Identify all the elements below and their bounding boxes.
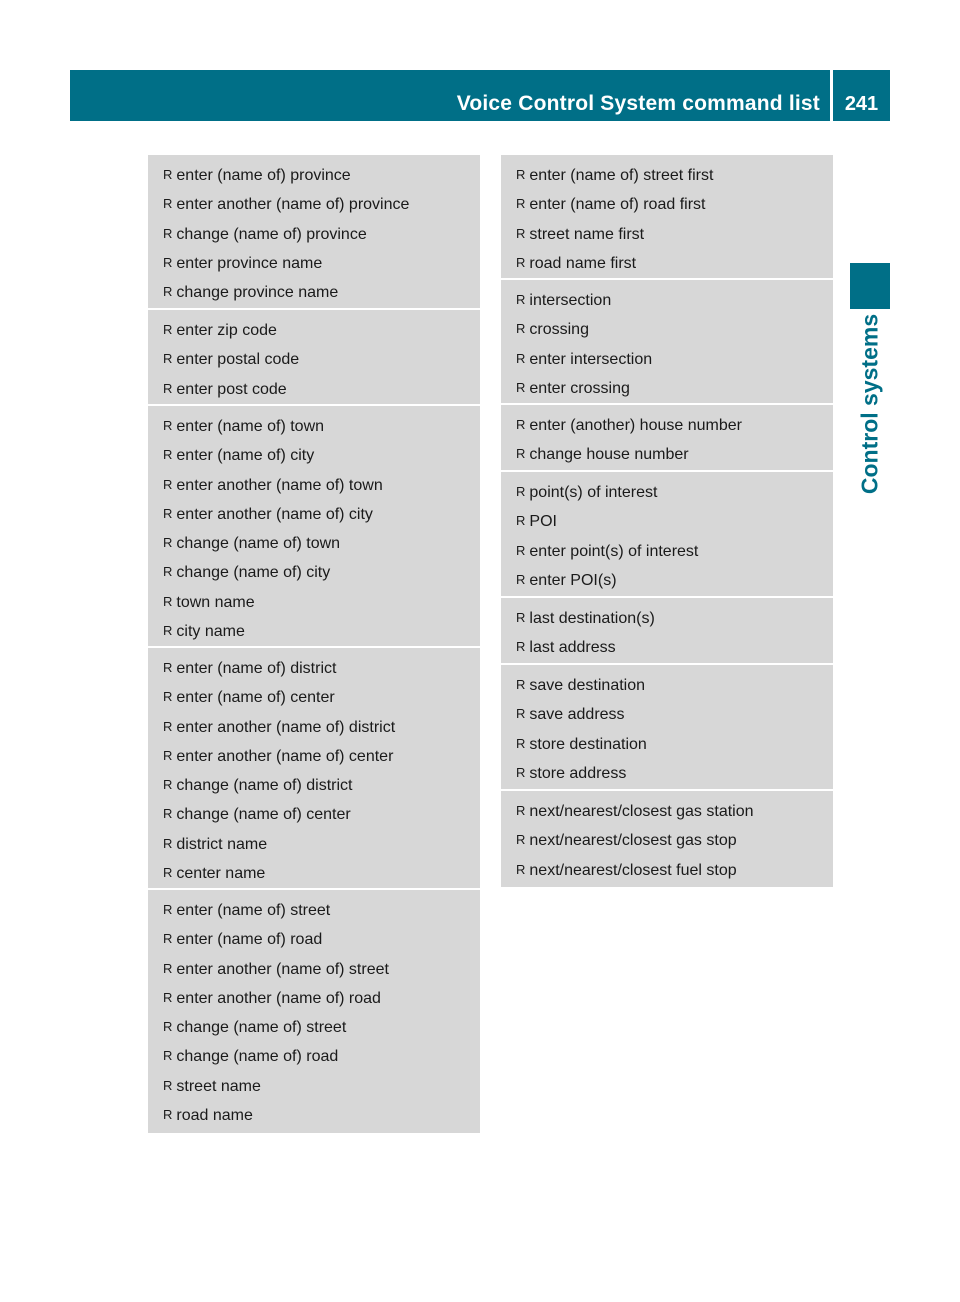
command-item: R store destination — [516, 730, 833, 759]
command-block-district — [148, 648, 480, 890]
command-item: R enter intersection — [516, 345, 833, 374]
command-item: R crossing — [516, 315, 833, 344]
command-item: R last destination(s) — [516, 604, 833, 633]
command-item: R POI — [516, 507, 833, 536]
command-item: R enter POI(s) — [516, 566, 833, 595]
command-item: R enter another (name of) city — [163, 500, 480, 529]
command-item: R change (name of) street — [163, 1013, 480, 1042]
command-block-last-destination — [501, 598, 833, 665]
command-item: R district name — [163, 830, 480, 859]
command-block-province — [148, 155, 480, 310]
command-block-street — [148, 890, 480, 1133]
command-item: R enter province name — [163, 249, 480, 278]
command-item: R enter (name of) road first — [516, 190, 833, 219]
command-item: R enter another (name of) district — [163, 713, 480, 742]
command-item: R change province name — [163, 278, 480, 307]
command-item: R change (name of) province — [163, 220, 480, 249]
command-item: R street name — [163, 1072, 480, 1101]
command-item: R town name — [163, 588, 480, 617]
command-item: R intersection — [516, 286, 833, 315]
section-tab-marker — [850, 263, 890, 309]
command-list-right — [501, 155, 833, 887]
command-block-intersection — [501, 280, 833, 405]
command-item: R enter another (name of) road — [163, 984, 480, 1013]
command-item: R enter (another) house number — [516, 411, 833, 440]
command-block-town — [148, 406, 480, 648]
command-item: R point(s) of interest — [516, 478, 833, 507]
command-item: R city name — [163, 617, 480, 646]
command-block-poi — [501, 472, 833, 598]
command-item: R change (name of) road — [163, 1042, 480, 1071]
command-item: R street name first — [516, 220, 833, 249]
command-block-save-destination — [501, 665, 833, 791]
command-item: R enter another (name of) town — [163, 471, 480, 500]
command-item: R enter (name of) province — [163, 161, 480, 190]
command-item: R enter (name of) street — [163, 896, 480, 925]
command-item: R change house number — [516, 440, 833, 469]
command-item: R change (name of) center — [163, 800, 480, 829]
command-block-gas-station — [501, 791, 833, 887]
section-tab-text: Control systems — [856, 313, 883, 495]
command-item: R change (name of) district — [163, 771, 480, 800]
command-item: R road name first — [516, 249, 833, 278]
page-title: Voice Control System command list — [456, 92, 820, 115]
command-item: R enter post code — [163, 375, 480, 404]
command-item: R save address — [516, 700, 833, 729]
command-item: R enter (name of) street first — [516, 161, 833, 190]
command-item: R enter (name of) district — [163, 654, 480, 683]
command-item: R enter zip code — [163, 316, 480, 345]
command-block-street-first — [501, 155, 833, 280]
command-item: R center name — [163, 859, 480, 888]
command-item: R enter (name of) town — [163, 412, 480, 441]
command-item: R enter (name of) road — [163, 925, 480, 954]
command-item: R save destination — [516, 671, 833, 700]
page-number: 241 — [844, 93, 879, 115]
command-item: R enter another (name of) province — [163, 190, 480, 219]
command-item: R enter postal code — [163, 345, 480, 374]
command-item: R next/nearest/closest gas stop — [516, 826, 833, 855]
command-item: R change (name of) town — [163, 529, 480, 558]
command-list-left — [148, 155, 480, 1133]
command-item: R enter another (name of) street — [163, 955, 480, 984]
command-item: R enter (name of) center — [163, 683, 480, 712]
command-item: R last address — [516, 633, 833, 662]
command-item: R enter crossing — [516, 374, 833, 403]
command-block-house-number — [501, 405, 833, 472]
command-item: R road name — [163, 1101, 480, 1130]
command-item: R enter another (name of) center — [163, 742, 480, 771]
command-item: R store address — [516, 759, 833, 788]
command-item: R enter point(s) of interest — [516, 537, 833, 566]
command-block-zip — [148, 310, 480, 406]
command-item: R next/nearest/closest gas station — [516, 797, 833, 826]
command-item: R change (name of) city — [163, 558, 480, 587]
command-item: R enter (name of) city — [163, 441, 480, 470]
command-item: R next/nearest/closest fuel stop — [516, 856, 833, 885]
